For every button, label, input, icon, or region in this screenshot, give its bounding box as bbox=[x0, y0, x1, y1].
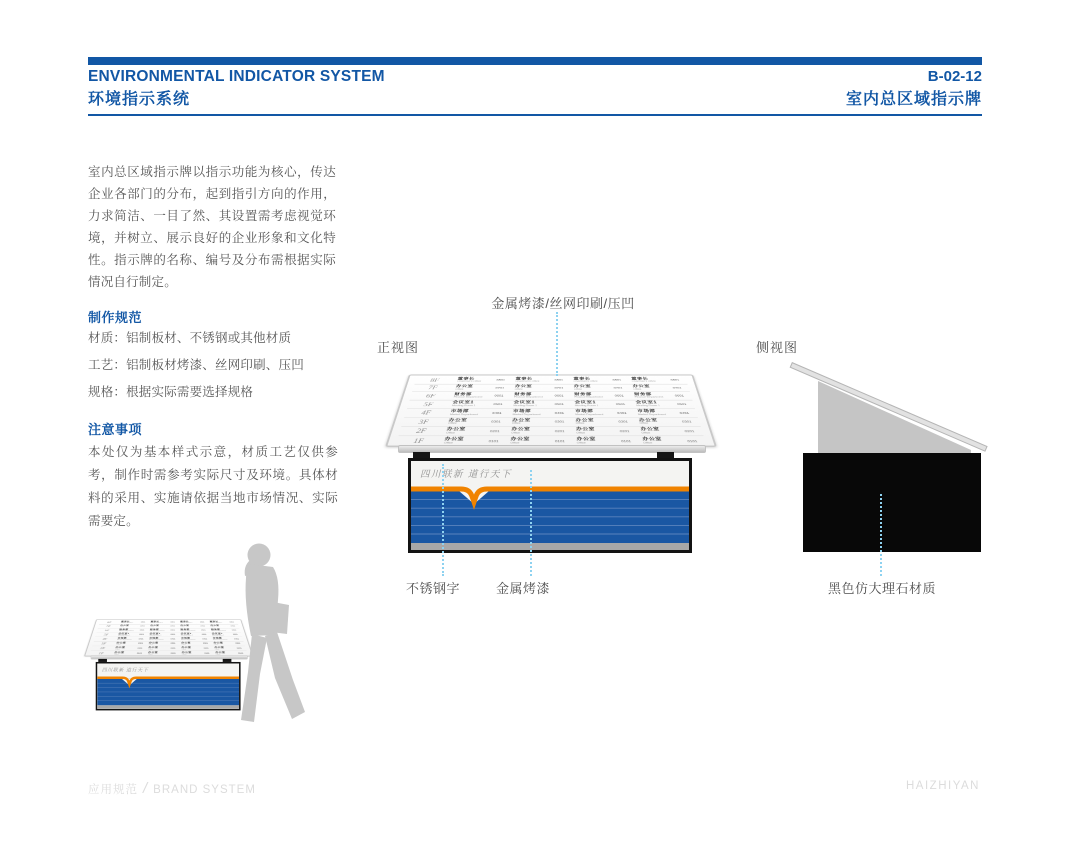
directory-cell: 市场部 Market Department 0401 bbox=[117, 637, 144, 641]
board-row bbox=[401, 418, 700, 427]
floor-label: 7F bbox=[427, 385, 438, 391]
directory-cell: 办公室 Office 0301 bbox=[148, 641, 176, 645]
board-row bbox=[407, 400, 695, 408]
directory-cell: 办公室 Office 0701 bbox=[632, 384, 682, 391]
directory-cell: 办公室 Office 0201 bbox=[445, 427, 500, 434]
directory-cell: 市场部 Market Department 0401 bbox=[637, 409, 690, 416]
directory-cell: 办公室 Office 0301 bbox=[575, 418, 629, 425]
directory-cell: 财务部 Finance Department 0601 bbox=[574, 392, 624, 399]
directory-cell: 会议室1 Meeting Room 1 0501 bbox=[211, 632, 238, 636]
header-rule bbox=[88, 114, 982, 116]
floor-label: 5F bbox=[423, 401, 434, 408]
front-view-sign bbox=[385, 362, 717, 553]
directory-cell: 办公室 Office 0101 bbox=[443, 437, 499, 445]
footer-left-zh: 应用规范 bbox=[88, 784, 138, 796]
directory-cell: 办公室 Office 0101 bbox=[576, 437, 632, 445]
leader-line-top bbox=[556, 312, 558, 376]
directory-cell: 办公室 Office 0701 bbox=[210, 624, 236, 628]
directory-cell: 办公室 Office 0101 bbox=[181, 651, 210, 655]
board-row bbox=[410, 392, 693, 400]
callout-top-label: 金属烤漆/丝网印刷/压凹 bbox=[491, 296, 635, 311]
directory-cell: 办公室 Office 0301 bbox=[638, 418, 693, 425]
directory-rows bbox=[396, 377, 706, 445]
front-view-label: 正视图 bbox=[377, 340, 420, 355]
spec-list bbox=[88, 330, 348, 411]
intro-paragraph: 室内总区域指示牌以指示功能为核心，传达企业各部门的分布，起到指引方向的作用，力求简洁、一目了然、其设置需考虑视觉环境，并树立、展示良好的企业形象和文化特性。指示牌的名称、编号及分布需根据实际情况自行制定。 bbox=[88, 165, 336, 289]
footer-left bbox=[88, 780, 256, 797]
board-row bbox=[398, 427, 703, 437]
spec-item-size: 规格：根据实际需要选择规格 bbox=[88, 385, 254, 399]
directory-cell: 会议室1 Meeting Room 1 0501 bbox=[149, 632, 176, 636]
floor-label: 7F bbox=[105, 624, 111, 628]
directory-cell: 会议室1 Meeting Room 1 0501 bbox=[180, 632, 207, 636]
directory-cell: 董事长 Chairman's Office 0801 bbox=[209, 620, 235, 624]
board-row bbox=[415, 377, 688, 385]
notes-paragraph: 本处仅为基本样式示意，材质工艺仅供参考，制作时需参考实际尺寸及环境。具体材料的采用、实施请依据当地市场情况、实际需要定。 bbox=[88, 445, 338, 528]
page-subtitle: 室内总区域指示牌 bbox=[845, 91, 982, 108]
sign-base-graphic bbox=[411, 461, 689, 550]
brand-script-text: 四川联新 道行天下 bbox=[420, 470, 512, 480]
directory-cell: 会议室1 Meeting Room 1 0501 bbox=[635, 401, 687, 407]
leader-line-marble bbox=[880, 494, 882, 576]
directory-cell: 办公室 Office 0101 bbox=[147, 651, 176, 655]
directory-cell: 董事长 Chairman's Office 0801 bbox=[180, 620, 205, 624]
directory-cell: 财务部 Finance Department 0601 bbox=[633, 392, 685, 399]
header-top-bar bbox=[88, 57, 982, 65]
floor-label: 3F bbox=[100, 641, 107, 646]
spec-heading: 制作规范 bbox=[88, 310, 143, 325]
directory-cell: 董事长 Chairman's Office 0801 bbox=[631, 377, 680, 383]
directory-cell: 办公室 Office 0201 bbox=[511, 427, 565, 434]
directory-cell: 办公室 Office 0201 bbox=[576, 427, 630, 434]
floor-label: 4F bbox=[102, 637, 108, 641]
floor-label: 6F bbox=[425, 393, 436, 399]
floor-label: 2F bbox=[415, 427, 427, 435]
directory-cell: 办公室 Office 0701 bbox=[150, 624, 175, 628]
directory-cell: 办公室 Office 0701 bbox=[514, 384, 564, 391]
directory-cell: 市场部 Market Department 0401 bbox=[512, 409, 565, 416]
directory-cell: 董事长 Chairman's Office 0801 bbox=[120, 620, 146, 624]
floor-label: 6F bbox=[104, 628, 110, 632]
directory-cell: 财务部 Finance Department 0601 bbox=[513, 392, 564, 399]
footer-left-en: BRAND SYSTEM bbox=[153, 784, 256, 796]
directory-cell: 办公室 Office 0101 bbox=[510, 437, 565, 445]
directory-cell: 办公室 Office 0301 bbox=[511, 418, 565, 425]
footer-separator: / bbox=[143, 780, 149, 797]
directory-cell: 办公室 Office 0301 bbox=[447, 418, 501, 425]
directory-cell: 财务部 Finance Department 0601 bbox=[118, 628, 145, 632]
floor-label: 1F bbox=[98, 651, 105, 656]
spec-item-material: 材质：铝制板材、不锈钢或其他材质 bbox=[88, 331, 292, 345]
side-view-marble-base bbox=[803, 453, 981, 552]
spec-item-process: 工艺：铝制板材烤漆、丝网印刷、压凹 bbox=[88, 358, 304, 372]
floor-label: 1F bbox=[412, 437, 425, 445]
directory-cell: 办公室 Office 0201 bbox=[148, 646, 176, 650]
board-row bbox=[412, 384, 690, 392]
floor-label: 5F bbox=[103, 633, 109, 636]
callout-marble-label: 黑色仿大理石材质 bbox=[827, 581, 936, 596]
directory-cell: 会议室1 Meeting Room 1 0501 bbox=[117, 632, 145, 636]
floor-label: 2F bbox=[99, 646, 106, 650]
directory-cell: 办公室 Office 0301 bbox=[181, 641, 209, 645]
callout-steel-label: 不锈钢字 bbox=[405, 581, 460, 596]
directory-cell: 会议室1 Meeting Room 1 0501 bbox=[574, 401, 626, 407]
directory-cell: 办公室 Office 0701 bbox=[455, 384, 505, 391]
floor-label: 8F bbox=[106, 620, 112, 624]
side-view-label: 侧视图 bbox=[756, 340, 799, 355]
floor-label: 4F bbox=[420, 409, 432, 416]
floor-label: 3F bbox=[418, 418, 430, 425]
leader-line-steel bbox=[442, 464, 444, 576]
directory-cell: 财务部 Finance Department 0601 bbox=[453, 392, 504, 399]
directory-cell: 董事长 Chairman's Office 0801 bbox=[515, 377, 564, 383]
directory-cell: 董事长 Chairman's Office 0801 bbox=[573, 377, 622, 383]
footer-brand: HAIZHIYAN bbox=[906, 780, 980, 792]
directory-cell: 市场部 Market Department 0401 bbox=[212, 637, 240, 641]
directory-cell: 市场部 Market Department 0401 bbox=[180, 637, 208, 641]
directory-cell: 办公室 Office 0701 bbox=[180, 624, 206, 628]
directory-cell: 办公室 Office 0201 bbox=[640, 427, 695, 434]
directory-cell: 董事长 Chairman's Office 0801 bbox=[456, 377, 506, 383]
directory-cell: 办公室 Office 0701 bbox=[573, 384, 623, 391]
page-code: B-02-12 bbox=[927, 68, 982, 85]
person-silhouette bbox=[213, 540, 313, 736]
directory-cell: 市场部 Market Department 0401 bbox=[449, 409, 502, 416]
directory-cell: 会议室1 Meeting Room 1 0501 bbox=[513, 401, 564, 407]
leader-line-paint bbox=[530, 470, 532, 576]
sign-base-box bbox=[408, 458, 692, 553]
callout-paint-label: 金属烤漆 bbox=[495, 581, 550, 596]
directory-cell: 办公室 Office 0101 bbox=[215, 651, 244, 655]
directory-cell: 市场部 Market Department 0401 bbox=[149, 637, 176, 641]
directory-cell: 办公室 Office 0301 bbox=[213, 641, 241, 645]
brand-script-text: 四川联新 道行天下 bbox=[101, 668, 149, 674]
board-row bbox=[404, 409, 698, 418]
page-title-en: ENVIRONMENTAL INDICATOR SYSTEM bbox=[88, 68, 385, 85]
directory-cell: 财务部 Finance Department 0601 bbox=[149, 628, 176, 632]
floor-label: 8F bbox=[429, 377, 440, 383]
directory-cell: 办公室 Office 0201 bbox=[115, 646, 143, 650]
directory-cell: 财务部 Finance Department 0601 bbox=[210, 628, 237, 632]
directory-panel bbox=[385, 374, 717, 447]
directory-cell: 会议室1 Meeting Room 1 0501 bbox=[451, 401, 503, 407]
directory-cell: 办公室 Office 0101 bbox=[642, 437, 698, 445]
directory-cell: 董事长 Chairman's Office 0801 bbox=[150, 620, 175, 624]
directory-cell: 财务部 Finance Department 0601 bbox=[180, 628, 206, 632]
directory-cell: 办公室 Office 0201 bbox=[181, 646, 209, 650]
directory-cell: 办公室 Office 0201 bbox=[214, 646, 242, 650]
directory-cell: 办公室 Office 0701 bbox=[119, 624, 145, 628]
page-title-zh: 环境指示系统 bbox=[88, 91, 191, 108]
side-view-support bbox=[815, 377, 975, 455]
directory-cell: 办公室 Office 0301 bbox=[116, 641, 144, 645]
notes-heading: 注意事项 bbox=[88, 422, 143, 437]
directory-cell: 市场部 Market Department 0401 bbox=[575, 409, 627, 416]
directory-cell: 办公室 Office 0101 bbox=[113, 651, 143, 655]
